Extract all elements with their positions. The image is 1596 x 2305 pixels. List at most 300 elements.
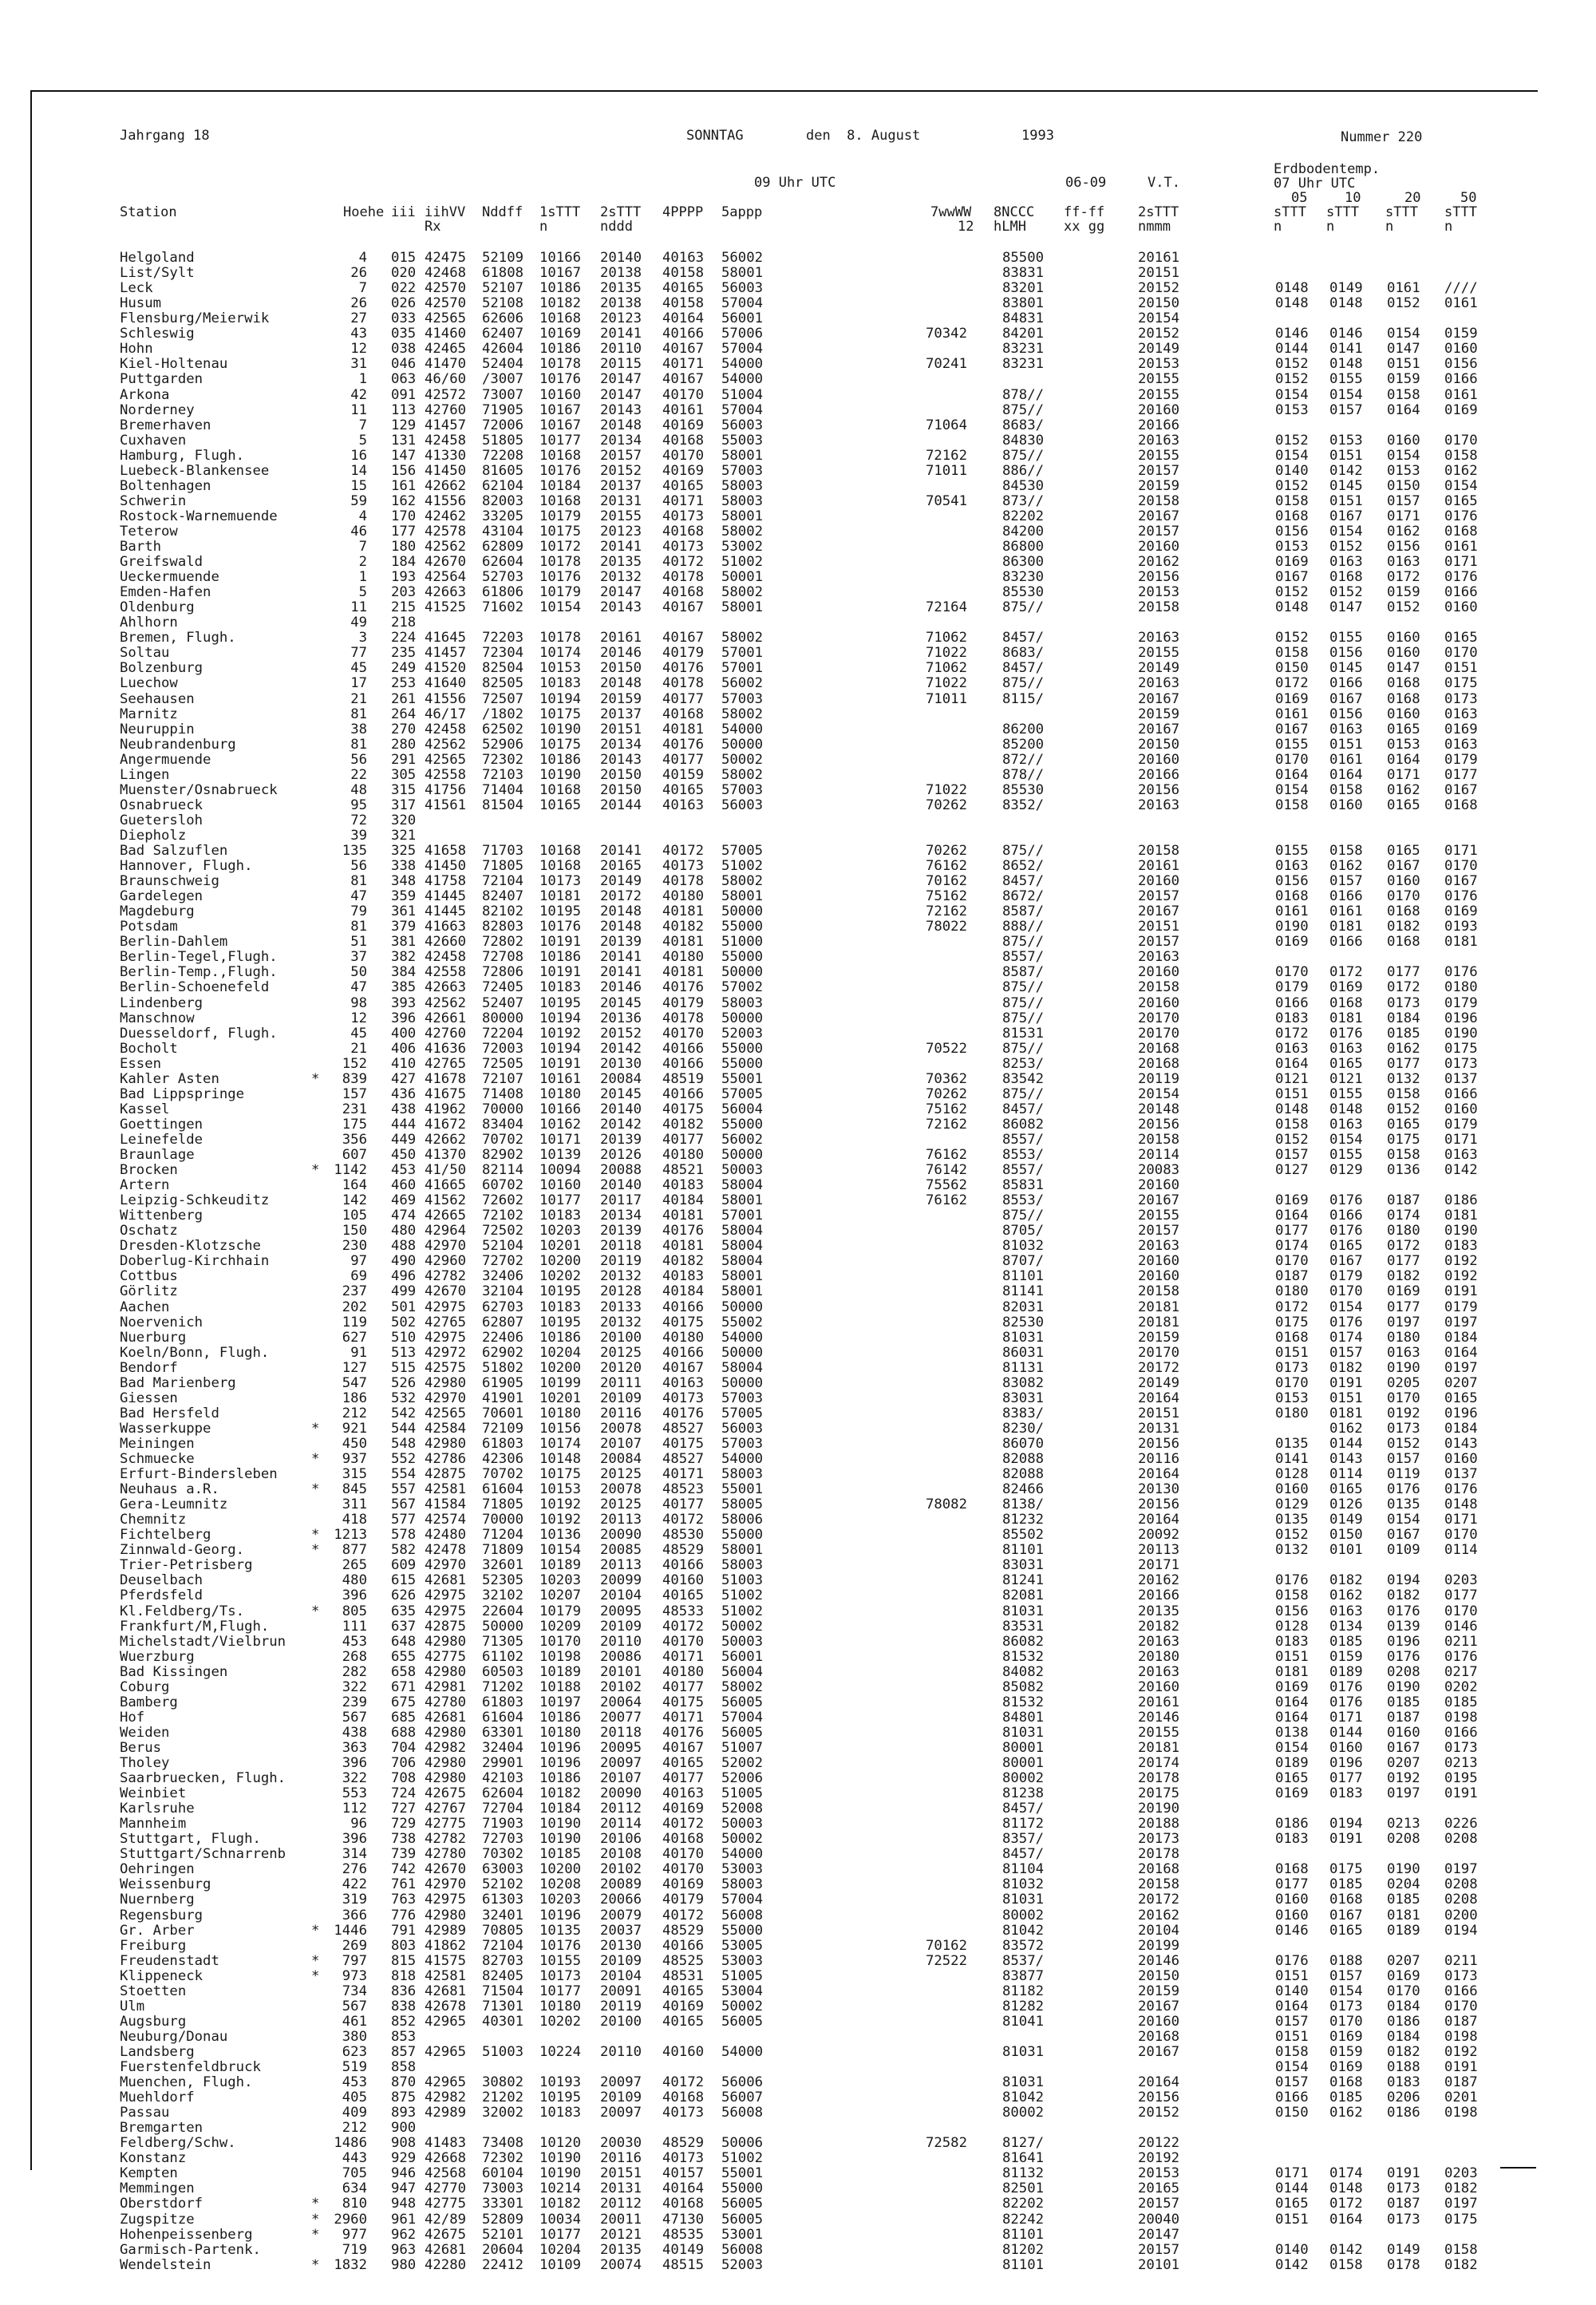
cell-nddff: 61604 — [482, 1481, 524, 1497]
cell-iii: 410 — [391, 1055, 417, 1072]
cell-iii: 675 — [391, 1694, 417, 1710]
cell-ts1: 10190 — [539, 721, 582, 737]
cell-ww: 71062 — [925, 660, 967, 677]
cell-a5: 50002 — [721, 1998, 764, 2014]
cell-a5: 51005 — [721, 1785, 764, 1802]
cell-a5: 58001 — [721, 508, 764, 524]
cell-c8: 8230/ — [1002, 1420, 1045, 1437]
date-label: den 8. August — [806, 128, 921, 144]
cell-soil50: 0158 — [1444, 2241, 1478, 2258]
cell-iihvv: 42775 — [425, 2196, 467, 2212]
cell-soil05: 0157 — [1275, 1147, 1309, 1163]
cell-c8: 86300 — [1002, 554, 1045, 570]
cell-t2: 20156 — [1138, 2090, 1180, 2106]
cell-ts1: 10176 — [539, 371, 582, 388]
cell-soil05: 0158 — [1275, 1587, 1309, 1604]
cell-ww: 75562 — [925, 1177, 967, 1193]
cell-nddff: 71602 — [482, 599, 524, 616]
cell-soil05: 0165 — [1275, 2196, 1309, 2212]
cell-hoehe: 450 — [342, 1435, 367, 1452]
cell-soil05: 0158 — [1275, 2043, 1309, 2060]
cell-soil05: 0153 — [1275, 539, 1309, 555]
cell-soil10: 0142 — [1329, 2241, 1363, 2258]
cell-iii: 724 — [391, 1785, 417, 1802]
cell-hoehe: 81 — [350, 706, 367, 722]
cell-ts2: 20079 — [600, 1907, 642, 1923]
cell-iihvv: 42575 — [425, 1359, 467, 1376]
cell-iii: 264 — [391, 706, 417, 722]
col-soil-05: sTTT — [1274, 204, 1306, 220]
cell-ts1: 10168 — [539, 310, 582, 327]
cell-ts2: 20078 — [600, 1481, 642, 1497]
cell-station: Landsberg — [120, 2043, 195, 2060]
cell-iihvv: 41658 — [425, 843, 467, 859]
cell-ts2: 20134 — [600, 736, 642, 753]
cell-hoehe: 7 — [358, 280, 367, 297]
cell-ts1: 10169 — [539, 326, 582, 342]
cell-soil50: 0208 — [1444, 1831, 1478, 1848]
cell-iii: 542 — [391, 1405, 417, 1421]
cell-soil05: 0151 — [1275, 1967, 1309, 1984]
cell-hoehe: 5 — [358, 584, 367, 601]
cell-soil10: 0163 — [1329, 1603, 1363, 1619]
cell-c8: 8557/ — [1002, 1162, 1045, 1178]
cell-soil50: 0175 — [1444, 675, 1478, 692]
cell-p4: 40178 — [662, 873, 705, 890]
cell-soil05: 0180 — [1275, 1283, 1309, 1300]
cell-t2: 20164 — [1138, 2074, 1180, 2090]
cell-p4: 48533 — [662, 1603, 705, 1619]
cell-iii: 180 — [391, 539, 417, 555]
cell-hoehe: 81 — [350, 873, 367, 890]
cell-station: Hannover, Flugh. — [120, 858, 253, 874]
cell-soil20: 0176 — [1387, 1481, 1420, 1497]
cell-nddff: 72204 — [482, 1025, 524, 1042]
cell-a5: 56005 — [721, 2211, 764, 2228]
cell-iihvv: 41330 — [425, 447, 467, 464]
cell-hoehe: 22 — [350, 766, 367, 783]
cell-hoehe: 480 — [342, 1572, 367, 1589]
cell-nddff: 62703 — [482, 1299, 524, 1315]
cell-station: Muenster/Osnabrueck — [120, 781, 278, 798]
cell-soil10: 0161 — [1329, 903, 1363, 920]
cell-t2: 20158 — [1138, 1876, 1180, 1893]
cell-t2: 20170 — [1138, 1344, 1180, 1361]
cell-soil10: 0149 — [1329, 1512, 1363, 1528]
cell-iihvv: 42775 — [425, 1648, 467, 1665]
cell-soil20: 0190 — [1387, 1861, 1420, 1878]
cell-iii: 706 — [391, 1754, 417, 1771]
cell-hoehe: 1213 — [334, 1527, 367, 1544]
cell-soil20: 0158 — [1387, 386, 1420, 403]
cell-nddff: 40301 — [482, 2013, 524, 2030]
cell-ts1: 10202 — [539, 2013, 582, 2030]
cell-ts2: 20118 — [600, 1724, 642, 1741]
cell-soil10: 0191 — [1329, 1831, 1363, 1848]
cell-soil50: 0165 — [1444, 1390, 1478, 1406]
cell-c8: 80002 — [1002, 1770, 1045, 1786]
cell-soil20: 0158 — [1387, 1085, 1420, 1102]
cell-soil20: 0156 — [1387, 539, 1420, 555]
cell-hoehe: 627 — [342, 1329, 367, 1346]
cell-t2: 20170 — [1138, 1025, 1180, 1042]
cell-soil05: 0154 — [1275, 2059, 1309, 2075]
cell-c8: 84530 — [1002, 477, 1045, 494]
cell-c8: 8457/ — [1002, 1846, 1045, 1863]
cell-ts1: 10154 — [539, 1542, 582, 1559]
cell-a5: 56003 — [721, 280, 764, 297]
cell-soil10: 0161 — [1329, 751, 1363, 768]
cell-ts2: 20116 — [600, 1405, 642, 1421]
cell-soil50: 0197 — [1444, 1861, 1478, 1878]
cell-a5: 58006 — [721, 1512, 764, 1528]
cell-ts2: 20141 — [600, 843, 642, 859]
cell-nddff: 71202 — [482, 1678, 524, 1695]
cell-hoehe: 356 — [342, 1131, 367, 1148]
cell-nddff: 70805 — [482, 1922, 524, 1939]
cell-t2: 20168 — [1138, 2028, 1180, 2045]
cell-hoehe: 59 — [350, 492, 367, 509]
cell-soil20: 0176 — [1387, 1603, 1420, 1619]
cell-soil10: 0143 — [1329, 1451, 1363, 1467]
col-ffff: ff-ff — [1064, 204, 1105, 220]
cell-soil50: 0217 — [1444, 1663, 1478, 1680]
cell-a5: 58003 — [721, 994, 764, 1011]
cell-c8: 81132 — [1002, 2165, 1045, 2182]
cell-c8: 8115/ — [1002, 690, 1045, 707]
cell-iii: 929 — [391, 2150, 417, 2167]
cell-a5: 53001 — [721, 2226, 764, 2243]
cell-iihvv: 42660 — [425, 934, 467, 951]
cell-a5: 58001 — [721, 447, 764, 464]
cell-hoehe: 186 — [342, 1390, 367, 1406]
cell-hoehe: 319 — [342, 1892, 367, 1908]
cell-p4: 40172 — [662, 1907, 705, 1923]
cell-hoehe: 314 — [342, 1846, 367, 1863]
cell-ts2: 20113 — [600, 1512, 642, 1528]
cell-iii: 436 — [391, 1085, 417, 1102]
cell-c8: 83082 — [1002, 1374, 1045, 1391]
cell-soil10: 0152 — [1329, 584, 1363, 601]
cell-soil20: 0169 — [1387, 1283, 1420, 1300]
cell-nddff: 72003 — [482, 1040, 524, 1057]
cell-nddff: 72704 — [482, 1801, 524, 1817]
cell-soil50: 0173 — [1444, 1967, 1478, 1984]
cell-a5: 50001 — [721, 569, 764, 585]
cell-ts2: 20136 — [600, 1010, 642, 1026]
cell-p4: 40163 — [662, 797, 705, 813]
cell-soil20: 0160 — [1387, 630, 1420, 646]
cell-iihvv: 42965 — [425, 2074, 467, 2090]
cell-soil05: 0152 — [1275, 477, 1309, 494]
cell-a5: 50003 — [721, 1633, 764, 1650]
cell-a5: 57002 — [721, 979, 764, 996]
cell-p4: 40164 — [662, 310, 705, 327]
cell-station: Cuxhaven — [120, 432, 187, 449]
cell-iihvv: 42478 — [425, 1542, 467, 1559]
cell-ts1: 10183 — [539, 1208, 582, 1224]
cell-soil20: 0167 — [1387, 1739, 1420, 1756]
cell-soil20: 0161 — [1387, 280, 1420, 297]
col-2sttt-sub: nddd — [600, 219, 633, 235]
cell-iihvv: 42765 — [425, 1055, 467, 1072]
cell-iihvv: 42970 — [425, 1390, 467, 1406]
cell-iii: 858 — [391, 2059, 417, 2075]
cell-t2: 20153 — [1138, 2165, 1180, 2182]
cell-c8: 8357/ — [1002, 1831, 1045, 1848]
cell-soil10: 0165 — [1329, 1238, 1363, 1255]
cell-soil50: 0137 — [1444, 1070, 1478, 1087]
cell-t2: 20160 — [1138, 2013, 1180, 2030]
cell-iihvv: 41/50 — [425, 1162, 467, 1178]
cell-hoehe: 164 — [342, 1177, 367, 1193]
cell-iihvv: 41470 — [425, 356, 467, 373]
cell-ts1: 10175 — [539, 523, 582, 540]
cell-p4: 40166 — [662, 1344, 705, 1361]
cell-soil10: 0158 — [1329, 2256, 1363, 2273]
cell-hoehe: 607 — [342, 1147, 367, 1163]
mountain-marker-icon: * — [311, 2226, 320, 2243]
cell-iii: 170 — [391, 508, 417, 524]
cell-t2: 20158 — [1138, 979, 1180, 996]
weekday-label: SONNTAG — [686, 128, 744, 144]
cell-ts1: 10224 — [539, 2043, 582, 2060]
cell-c8: 81131 — [1002, 1359, 1045, 1376]
bottom-rule — [1500, 2167, 1536, 2169]
cell-p4: 40165 — [662, 1754, 705, 1771]
cell-iii: 325 — [391, 843, 417, 859]
cell-soil10: 0188 — [1329, 1952, 1363, 1969]
cell-station: Dresden-Klotzsche — [120, 1238, 261, 1255]
cell-a5: 51002 — [721, 1587, 764, 1604]
cell-c8: 81101 — [1002, 2226, 1045, 2243]
cell-ts2: 20141 — [600, 539, 642, 555]
cell-hoehe: 453 — [342, 2074, 367, 2090]
cell-soil10: 0165 — [1329, 1922, 1363, 1939]
cell-nddff: 82505 — [482, 675, 524, 692]
cell-nddff: 61803 — [482, 1435, 524, 1452]
cell-nddff: 52404 — [482, 356, 524, 373]
cell-p4: 40170 — [662, 1633, 705, 1650]
cell-nddff: 63003 — [482, 1861, 524, 1878]
cell-soil10: 0165 — [1329, 1481, 1363, 1497]
cell-nddff: 80000 — [482, 1010, 524, 1026]
cell-p4: 40175 — [662, 1694, 705, 1710]
cell-ts1: 10191 — [539, 934, 582, 951]
cell-soil50: 0167 — [1444, 781, 1478, 798]
cell-soil50: 0170 — [1444, 1998, 1478, 2014]
cell-ww: 71011 — [925, 690, 967, 707]
cell-soil05: 0135 — [1275, 1512, 1309, 1528]
cell-ts2: 20132 — [600, 1268, 642, 1285]
cell-iii: 577 — [391, 1512, 417, 1528]
cell-p4: 40173 — [662, 858, 705, 874]
cell-p4: 48521 — [662, 1162, 705, 1178]
cell-iii: 033 — [391, 310, 417, 327]
cell-iihvv: 42462 — [425, 508, 467, 524]
cell-station: Giessen — [120, 1390, 178, 1406]
cell-soil05: 0179 — [1275, 979, 1309, 996]
cell-t2: 20171 — [1138, 1557, 1180, 1574]
cell-iii: 875 — [391, 2090, 417, 2106]
cell-a5: 58002 — [721, 630, 764, 646]
cell-iii: 908 — [391, 2135, 417, 2152]
cell-soil10: 0168 — [1329, 994, 1363, 1011]
cell-iii: 449 — [391, 1131, 417, 1148]
cell-soil10: 0154 — [1329, 523, 1363, 540]
cell-hoehe: 396 — [342, 1754, 367, 1771]
cell-t2: 20160 — [1138, 1177, 1180, 1193]
cell-station: Wendelstein — [120, 2256, 211, 2273]
cell-iii: 317 — [391, 797, 417, 813]
cell-t2: 20155 — [1138, 645, 1180, 662]
cell-soil50: 0182 — [1444, 2180, 1478, 2197]
cell-station: Regensburg — [120, 1907, 203, 1923]
cell-c8: 875// — [1002, 1010, 1045, 1026]
cell-soil50: 0196 — [1444, 1405, 1478, 1421]
cell-soil20: 0160 — [1387, 1724, 1420, 1741]
cell-ts2: 20116 — [600, 2150, 642, 2167]
cell-a5: 55000 — [721, 1055, 764, 1072]
cell-soil50: 0160 — [1444, 599, 1478, 616]
cell-c8: 81531 — [1002, 1025, 1045, 1042]
cell-ts2: 20139 — [600, 934, 642, 951]
cell-t2: 20156 — [1138, 1496, 1180, 1513]
cell-iihvv: 42770 — [425, 2180, 467, 2197]
cell-station: Konstanz — [120, 2150, 187, 2167]
cell-t2: 20163 — [1138, 1238, 1180, 1255]
cell-iii: 203 — [391, 584, 417, 601]
cell-nddff: 71703 — [482, 843, 524, 859]
cell-soil10: 0158 — [1329, 781, 1363, 798]
cell-nddff: 71504 — [482, 1983, 524, 1999]
cell-p4: 40169 — [662, 1998, 705, 2014]
cell-nddff: 52101 — [482, 2226, 524, 2243]
cell-soil05: 0144 — [1275, 341, 1309, 358]
cell-iii: 129 — [391, 417, 417, 433]
cell-hoehe: 265 — [342, 1557, 367, 1574]
cell-ts2: 20149 — [600, 873, 642, 890]
cell-nddff: 71301 — [482, 1998, 524, 2014]
cell-p4: 48529 — [662, 1922, 705, 1939]
cell-p4: 48523 — [662, 1481, 705, 1497]
cell-iii: 852 — [391, 2013, 417, 2030]
cell-iii: 393 — [391, 994, 417, 1011]
cell-station: Fichtelberg — [120, 1527, 211, 1544]
cell-t2: 20147 — [1138, 2226, 1180, 2243]
cell-soil50: 0170 — [1444, 858, 1478, 874]
cell-soil20: 0165 — [1387, 1116, 1420, 1133]
cell-t2: 20166 — [1138, 1587, 1180, 1604]
cell-ww: 76162 — [925, 1192, 967, 1209]
cell-soil05: 0174 — [1275, 1238, 1309, 1255]
cell-c8: 8383/ — [1002, 1405, 1045, 1421]
cell-p4: 40167 — [662, 630, 705, 646]
cell-a5: 51002 — [721, 554, 764, 570]
cell-soil50: 0160 — [1444, 341, 1478, 358]
cell-station: Brocken — [120, 1162, 178, 1178]
cell-a5: 55001 — [721, 1070, 764, 1087]
cell-ts1: 10195 — [539, 2090, 582, 2106]
cell-ts2: 20130 — [600, 1937, 642, 1954]
cell-iii: 291 — [391, 751, 417, 768]
cell-t2: 20167 — [1138, 721, 1180, 737]
cell-iii: 544 — [391, 1420, 417, 1437]
erdboden-title: Erdbodentemp. — [1274, 161, 1381, 177]
cell-iihvv: 42562 — [425, 539, 467, 555]
cell-c8: 8557/ — [1002, 949, 1045, 966]
cell-p4: 40178 — [662, 1010, 705, 1026]
cell-p4: 48531 — [662, 1967, 705, 1984]
cell-iii: 162 — [391, 492, 417, 509]
cell-soil10: 0171 — [1329, 1709, 1363, 1726]
cell-p4: 40166 — [662, 1937, 705, 1954]
cell-nddff: 72006 — [482, 417, 524, 433]
cell-p4: 40178 — [662, 569, 705, 585]
cell-p4: 40179 — [662, 645, 705, 662]
cell-soil50: 0181 — [1444, 1208, 1478, 1224]
cell-station: Karlsruhe — [120, 1801, 195, 1817]
cell-t2: 20163 — [1138, 630, 1180, 646]
cell-soil05: 0148 — [1275, 1101, 1309, 1117]
cell-t2: 20188 — [1138, 1816, 1180, 1833]
cell-a5: 51007 — [721, 1739, 764, 1756]
cell-p4: 40167 — [662, 371, 705, 388]
cell-ts1: 10198 — [539, 1648, 582, 1665]
cell-iii: 857 — [391, 2043, 417, 2060]
cell-nddff: 52906 — [482, 736, 524, 753]
cell-soil05: 0156 — [1275, 523, 1309, 540]
cell-a5: 50000 — [721, 1374, 764, 1391]
cell-hoehe: 14 — [350, 462, 367, 479]
cell-ts1: 10186 — [539, 280, 582, 297]
cell-c8: 85200 — [1002, 736, 1045, 753]
cell-soil05: 0180 — [1275, 1405, 1309, 1421]
cell-iii: 655 — [391, 1648, 417, 1665]
cell-iii: 526 — [391, 1374, 417, 1391]
cell-hoehe: 230 — [342, 1238, 367, 1255]
cell-soil50: 0176 — [1444, 1481, 1478, 1497]
cell-ts2: 20118 — [600, 1238, 642, 1255]
cell-iihvv: 42780 — [425, 1694, 467, 1710]
cell-ts2: 20085 — [600, 1542, 642, 1559]
cell-soil05: 0160 — [1275, 1907, 1309, 1923]
cell-soil50: 0191 — [1444, 1283, 1478, 1300]
cell-t2: 20153 — [1138, 584, 1180, 601]
cell-c8: 8457/ — [1002, 1801, 1045, 1817]
cell-iii: 637 — [391, 1618, 417, 1635]
cell-ts1: 10180 — [539, 1405, 582, 1421]
cell-ts2: 20128 — [600, 1283, 642, 1300]
cell-hoehe: 269 — [342, 1937, 367, 1954]
cell-soil05: 0169 — [1275, 1785, 1309, 1802]
cell-p4: 48519 — [662, 1070, 705, 1087]
cell-p4: 40172 — [662, 1618, 705, 1635]
cell-ts2: 20152 — [600, 1025, 642, 1042]
cell-nddff: 60702 — [482, 1177, 524, 1193]
cell-soil50: 0163 — [1444, 1147, 1478, 1163]
cell-soil50: 0193 — [1444, 919, 1478, 935]
cell-hoehe: 112 — [342, 1801, 367, 1817]
cell-ts2: 20141 — [600, 326, 642, 342]
cell-soil20: 0165 — [1387, 843, 1420, 859]
cell-station: Oehringen — [120, 1861, 195, 1878]
cell-ts2: 20064 — [600, 1694, 642, 1710]
cell-ts2: 20119 — [600, 1998, 642, 2014]
cell-ts2: 20143 — [600, 599, 642, 616]
cell-a5: 55000 — [721, 949, 764, 966]
cell-iihvv: 42584 — [425, 1420, 467, 1437]
